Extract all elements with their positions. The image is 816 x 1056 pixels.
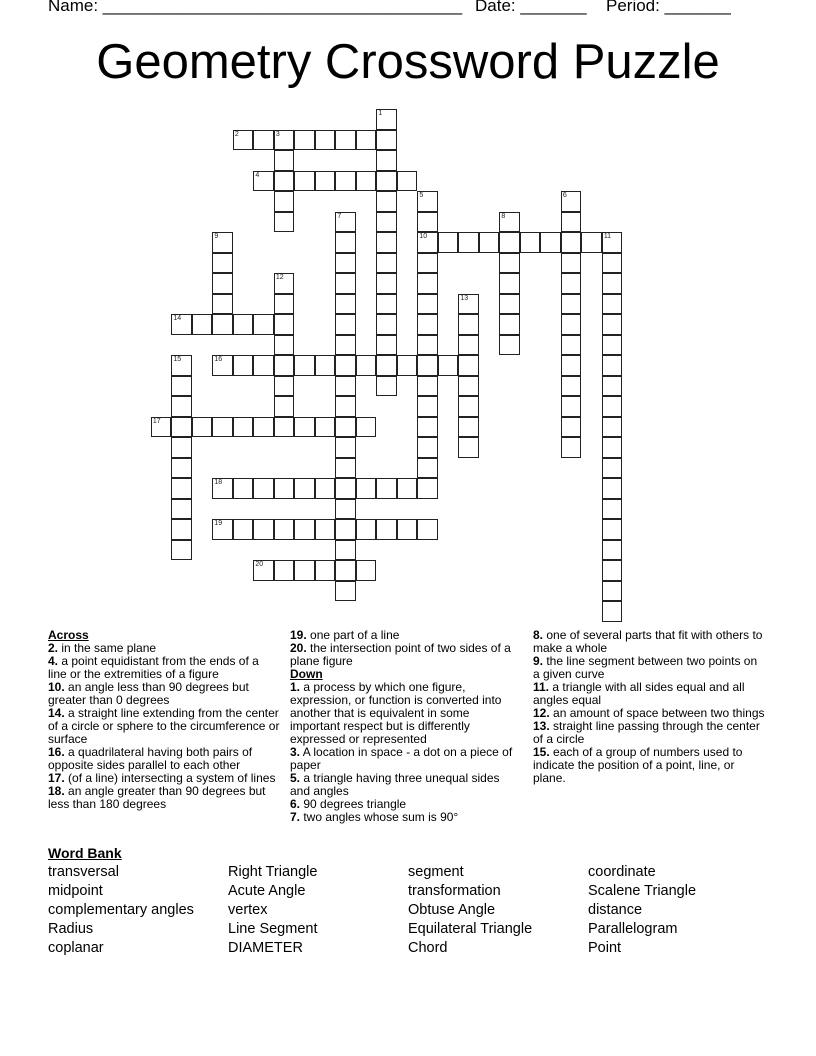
crossword-cell[interactable] <box>376 171 397 192</box>
crossword-cell[interactable] <box>602 499 623 520</box>
crossword-cell[interactable] <box>356 560 377 581</box>
crossword-cell[interactable] <box>356 417 377 438</box>
crossword-cell[interactable] <box>274 130 295 151</box>
crossword-cell[interactable] <box>253 560 274 581</box>
word-bank-item: Scalene Triangle <box>588 883 697 899</box>
crossword-cell[interactable] <box>479 232 500 253</box>
clue-number-label: 1 <box>378 110 383 118</box>
crossword-cell[interactable] <box>602 355 623 376</box>
crossword-cell[interactable] <box>274 171 295 192</box>
clue-number-label: 11 <box>603 233 612 241</box>
crossword-cell[interactable] <box>315 519 336 540</box>
crossword-cell[interactable] <box>212 253 233 274</box>
crossword-cell[interactable] <box>376 314 397 335</box>
crossword-cell[interactable] <box>335 232 356 253</box>
crossword-cell[interactable] <box>335 581 356 602</box>
crossword-cell[interactable] <box>274 212 295 233</box>
crossword-cell[interactable] <box>315 171 336 192</box>
crossword-cell[interactable] <box>233 417 254 438</box>
crossword-cell[interactable] <box>458 376 479 397</box>
crossword-cell[interactable] <box>561 396 582 417</box>
crossword-cell[interactable] <box>376 519 397 540</box>
crossword-cell[interactable] <box>417 191 438 212</box>
crossword-cell[interactable] <box>335 314 356 335</box>
crossword-cell[interactable] <box>417 519 438 540</box>
clue-text: straight line passing through the center of a circle <box>533 719 760 746</box>
clue-text: the intersection point of two sides of a plane figure <box>290 641 511 668</box>
word-bank-column <box>228 863 317 958</box>
crossword-cell[interactable] <box>315 130 336 151</box>
crossword-cell[interactable] <box>274 560 295 581</box>
crossword-cell[interactable] <box>274 314 295 335</box>
down-clue <box>533 746 765 785</box>
clue-number-label: 12 <box>275 274 284 282</box>
clue-text: an angle less than 90 degrees but greater than 0 degrees <box>48 680 249 707</box>
crossword-cell[interactable] <box>602 232 623 253</box>
clue-number-label: 16 <box>214 356 223 364</box>
crossword-cell[interactable] <box>602 540 623 561</box>
crossword-cell[interactable] <box>458 314 479 335</box>
crossword-cell[interactable] <box>315 417 336 438</box>
crossword-cell[interactable] <box>212 232 233 253</box>
crossword-cell[interactable] <box>520 232 541 253</box>
crossword-cell[interactable] <box>151 417 172 438</box>
across-clue <box>290 642 522 668</box>
crossword-cell[interactable] <box>499 232 520 253</box>
crossword-cell[interactable] <box>458 355 479 376</box>
crossword-cell[interactable] <box>602 560 623 581</box>
crossword-cell[interactable] <box>602 417 623 438</box>
crossword-cell[interactable] <box>417 376 438 397</box>
crossword-cell[interactable] <box>212 478 233 499</box>
crossword-cell[interactable] <box>458 417 479 438</box>
crossword-cell[interactable] <box>335 437 356 458</box>
clue-number-label: 3 <box>275 130 280 138</box>
crossword-cell[interactable] <box>171 478 192 499</box>
word-bank-item: transversal <box>48 864 119 880</box>
crossword-cell[interactable] <box>212 355 233 376</box>
crossword-cell[interactable] <box>315 560 336 581</box>
across-clue <box>48 707 280 746</box>
crossword-cell[interactable] <box>253 478 274 499</box>
crossword-cell[interactable] <box>417 212 438 233</box>
clue-number: 20. <box>290 641 307 655</box>
clue-text: one part of a line <box>306 628 400 642</box>
crossword-cell[interactable] <box>499 335 520 356</box>
clue-text: a straight line extending from the center of a circle or sphere to the circumference or surface <box>48 706 280 746</box>
crossword-cell[interactable] <box>417 478 438 499</box>
clue-number: 5. <box>290 771 301 785</box>
clue-number: 1. <box>290 680 301 694</box>
crossword-cell[interactable] <box>602 581 623 602</box>
crossword-cell[interactable] <box>540 232 561 253</box>
crossword-cell[interactable] <box>212 519 233 540</box>
crossword-cell[interactable] <box>274 478 295 499</box>
crossword-cell[interactable] <box>499 314 520 335</box>
crossword-cell[interactable] <box>335 253 356 274</box>
across-heading: Across <box>48 628 89 642</box>
crossword-cell[interactable] <box>602 601 623 622</box>
word-bank-item: distance <box>588 902 643 918</box>
clue-number: 10. <box>48 680 65 694</box>
crossword-cell[interactable] <box>397 478 418 499</box>
crossword-cell[interactable] <box>315 478 336 499</box>
clue-text: a point equidistant from the ends of a line or the extremities of a figure <box>48 654 259 681</box>
clue-text: a triangle having three unequal sides and angles <box>290 771 500 798</box>
clue-number: 8. <box>533 628 544 642</box>
crossword-cell[interactable] <box>499 253 520 274</box>
crossword-cell[interactable] <box>376 335 397 356</box>
clue-number-label: 18 <box>214 479 223 487</box>
clue-column-1 <box>48 629 280 811</box>
crossword-cell[interactable] <box>602 273 623 294</box>
crossword-cell[interactable] <box>602 314 623 335</box>
crossword-cell[interactable] <box>335 171 356 192</box>
clue-number: 6. <box>290 797 301 811</box>
word-bank-item: coordinate <box>588 864 656 880</box>
crossword-cell[interactable] <box>335 560 356 581</box>
down-clue <box>290 772 522 798</box>
word-bank-item: complementary angles <box>48 902 194 918</box>
clue-number: 7. <box>290 810 301 824</box>
down-heading: Down <box>290 667 323 681</box>
clue-number-label: 9 <box>214 233 219 241</box>
crossword-cell[interactable] <box>274 150 295 171</box>
clue-column-3 <box>533 629 765 785</box>
clue-number: 2. <box>48 641 59 655</box>
crossword-cell[interactable] <box>233 355 254 376</box>
word-bank-item: Acute Angle <box>228 883 306 899</box>
crossword-cell[interactable] <box>335 478 356 499</box>
clue-number: 9. <box>533 654 544 668</box>
crossword-cell[interactable] <box>602 335 623 356</box>
crossword-cell[interactable] <box>561 273 582 294</box>
crossword-cell[interactable] <box>335 212 356 233</box>
across-clue <box>48 681 280 707</box>
crossword-cell[interactable] <box>356 478 377 499</box>
crossword-cell[interactable] <box>376 253 397 274</box>
clue-number: 3. <box>290 745 301 759</box>
clue-text: an angle greater than 90 degrees but less than 180 degrees <box>48 784 266 811</box>
crossword-cell[interactable] <box>417 437 438 458</box>
word-bank-item: Radius <box>48 921 94 937</box>
period-field[interactable]: Period: _______ <box>606 0 731 15</box>
date-field[interactable]: Date: _______ <box>475 0 587 15</box>
clue-number-label: 7 <box>337 212 342 220</box>
clue-text: (of a line) intersecting a system of lines <box>64 771 276 785</box>
word-bank-item: transformation <box>408 883 501 899</box>
crossword-cell[interactable] <box>335 396 356 417</box>
crossword-cell[interactable] <box>253 355 274 376</box>
crossword-cell[interactable] <box>561 355 582 376</box>
clue-number-label: 14 <box>173 315 182 323</box>
crossword-cell[interactable] <box>417 314 438 335</box>
down-clue <box>290 746 522 772</box>
crossword-cell[interactable] <box>499 273 520 294</box>
clue-number-label: 10 <box>419 233 428 241</box>
clue-text: two angles whose sum is 90° <box>300 810 459 824</box>
clue-number: 13. <box>533 719 550 733</box>
across-clue <box>48 655 280 681</box>
crossword-cell[interactable] <box>233 130 254 151</box>
clue-number: 17. <box>48 771 65 785</box>
crossword-cell[interactable] <box>417 294 438 315</box>
crossword-cell[interactable] <box>376 273 397 294</box>
clue-number: 16. <box>48 745 65 759</box>
crossword-cell[interactable] <box>417 253 438 274</box>
clue-number: 11. <box>533 680 550 694</box>
down-clue <box>533 681 765 707</box>
clue-number-label: 6 <box>562 192 567 200</box>
word-bank-item: Obtuse Angle <box>408 902 496 918</box>
crossword-cell[interactable] <box>335 294 356 315</box>
crossword-cell[interactable] <box>233 478 254 499</box>
crossword-cell[interactable] <box>376 478 397 499</box>
crossword-cell[interactable] <box>171 437 192 458</box>
crossword-cell[interactable] <box>356 171 377 192</box>
crossword-cell[interactable] <box>602 376 623 397</box>
clue-column-2 <box>290 629 522 824</box>
crossword-cell[interactable] <box>356 519 377 540</box>
crossword-cell[interactable] <box>335 130 356 151</box>
word-bank-item: midpoint <box>48 883 103 899</box>
crossword-cell[interactable] <box>602 396 623 417</box>
crossword-cell[interactable] <box>376 150 397 171</box>
crossword-cell[interactable] <box>376 294 397 315</box>
clue-number: 19. <box>290 628 307 642</box>
crossword-cell[interactable] <box>438 232 459 253</box>
crossword-cell[interactable] <box>397 171 418 192</box>
crossword-cell[interactable] <box>212 314 233 335</box>
crossword-cell[interactable] <box>602 253 623 274</box>
down-clue <box>533 629 765 655</box>
crossword-cell[interactable] <box>171 519 192 540</box>
crossword-cell[interactable] <box>417 355 438 376</box>
crossword-cell[interactable] <box>171 376 192 397</box>
crossword-cell[interactable] <box>212 273 233 294</box>
clue-text: a triangle with all sides equal and all angles equal <box>533 680 745 707</box>
clue-number-label: 2 <box>234 130 239 138</box>
crossword-cell[interactable] <box>376 232 397 253</box>
crossword-cell[interactable] <box>274 519 295 540</box>
clue-number-label: 20 <box>255 561 264 569</box>
crossword-cell[interactable] <box>356 130 377 151</box>
crossword-cell[interactable] <box>294 130 315 151</box>
word-bank-column <box>48 863 194 958</box>
crossword-cell[interactable] <box>376 109 397 130</box>
crossword-cell[interactable] <box>253 314 274 335</box>
down-clue <box>533 655 765 681</box>
crossword-cell[interactable] <box>335 540 356 561</box>
clue-text: an amount of space between two things <box>549 706 765 720</box>
crossword-cell[interactable] <box>458 396 479 417</box>
crossword-cell[interactable] <box>581 232 602 253</box>
crossword-cell[interactable] <box>561 335 582 356</box>
crossword-cell[interactable] <box>561 437 582 458</box>
clue-number-label: 19 <box>214 520 223 528</box>
crossword-cell[interactable] <box>561 253 582 274</box>
crossword-cell[interactable] <box>561 191 582 212</box>
crossword-cell[interactable] <box>602 294 623 315</box>
crossword-cell[interactable] <box>458 232 479 253</box>
crossword-cell[interactable] <box>561 294 582 315</box>
clue-text: a quadrilateral having both pairs of opposite sides parallel to each other <box>48 745 253 772</box>
clue-number-label: 8 <box>501 212 506 220</box>
clue-text: 90 degrees triangle <box>300 797 407 811</box>
clue-number-label: 4 <box>255 171 260 179</box>
crossword-cell[interactable] <box>274 335 295 356</box>
name-field[interactable]: Name: ______________________________________ <box>48 0 463 15</box>
crossword-cell[interactable] <box>602 478 623 499</box>
word-bank-heading: Word Bank <box>48 845 122 861</box>
crossword-cell[interactable] <box>417 273 438 294</box>
crossword-cell[interactable] <box>274 191 295 212</box>
word-bank-item: vertex <box>228 902 268 918</box>
crossword-cell[interactable] <box>376 212 397 233</box>
crossword-cell[interactable] <box>253 130 274 151</box>
crossword-cell[interactable] <box>294 519 315 540</box>
crossword-cell[interactable] <box>171 458 192 479</box>
crossword-cell[interactable] <box>212 294 233 315</box>
crossword-cell[interactable] <box>397 355 418 376</box>
crossword-cell[interactable] <box>294 560 315 581</box>
crossword-cell[interactable] <box>335 376 356 397</box>
crossword-cell[interactable] <box>417 335 438 356</box>
word-bank-item: Right Triangle <box>228 864 318 880</box>
crossword-cell[interactable] <box>192 417 213 438</box>
clue-number: 18. <box>48 784 65 798</box>
clue-text: a process by which one figure, expression, or function is converted into another that is equivalent in some important respect but is differently expressed or represented <box>290 680 502 746</box>
clue-number: 15. <box>533 745 550 759</box>
clue-number-label: 5 <box>419 192 424 200</box>
word-bank-item: coplanar <box>48 940 104 956</box>
word-bank-item: Equilateral Triangle <box>408 921 533 937</box>
clue-text: one of several parts that fit with others to make a whole <box>533 628 763 655</box>
crossword-cell[interactable] <box>233 519 254 540</box>
crossword-cell[interactable] <box>315 355 336 376</box>
clue-number-label: 13 <box>460 294 469 302</box>
word-bank-item: Parallelogram <box>588 921 678 937</box>
crossword-cell[interactable] <box>438 355 459 376</box>
clue-number: 12. <box>533 706 550 720</box>
clue-number: 4. <box>48 654 59 668</box>
crossword-cell[interactable] <box>335 335 356 356</box>
crossword-cell[interactable] <box>335 417 356 438</box>
crossword-cell[interactable] <box>171 355 192 376</box>
crossword-cell[interactable] <box>335 458 356 479</box>
crossword-cell[interactable] <box>274 355 295 376</box>
crossword-cell[interactable] <box>294 478 315 499</box>
down-clue <box>290 811 522 824</box>
word-bank-item: Chord <box>408 940 448 956</box>
crossword-cell[interactable] <box>335 519 356 540</box>
crossword-cell[interactable] <box>171 499 192 520</box>
clue-number-label: 17 <box>152 417 161 425</box>
crossword-cell[interactable] <box>499 294 520 315</box>
crossword-cell[interactable] <box>561 376 582 397</box>
crossword-cell[interactable] <box>561 212 582 233</box>
clue-number-label: 15 <box>173 356 182 364</box>
crossword-cell[interactable] <box>376 191 397 212</box>
crossword-cell[interactable] <box>417 232 438 253</box>
crossword-cell[interactable] <box>376 355 397 376</box>
crossword-cell[interactable] <box>274 396 295 417</box>
crossword-cell[interactable] <box>376 376 397 397</box>
crossword-cell[interactable] <box>294 171 315 192</box>
crossword-cell[interactable] <box>212 417 233 438</box>
crossword-cell[interactable] <box>253 417 274 438</box>
crossword-cell[interactable] <box>561 417 582 438</box>
crossword-cell[interactable] <box>171 540 192 561</box>
word-bank-item: segment <box>408 864 464 880</box>
crossword-cell[interactable] <box>335 273 356 294</box>
crossword-cell[interactable] <box>417 417 438 438</box>
crossword-cell[interactable] <box>458 335 479 356</box>
crossword-cell[interactable] <box>376 130 397 151</box>
crossword-cell[interactable] <box>171 396 192 417</box>
page-title: Geometry Crossword Puzzle <box>96 35 720 89</box>
down-clue <box>290 681 522 746</box>
crossword-cell[interactable] <box>602 519 623 540</box>
clue-text: the line segment between two points on a given curve <box>533 654 758 681</box>
word-bank-column <box>588 863 696 958</box>
crossword-cell[interactable] <box>458 294 479 315</box>
crossword-cell[interactable] <box>561 232 582 253</box>
crossword-cell[interactable] <box>192 314 213 335</box>
clue-text: in the same plane <box>58 641 157 655</box>
crossword-cell[interactable] <box>458 437 479 458</box>
crossword-cell[interactable] <box>171 314 192 335</box>
crossword-cell[interactable] <box>233 314 254 335</box>
crossword-cell[interactable] <box>417 458 438 479</box>
word-bank-column <box>408 863 532 958</box>
down-clue <box>533 720 765 746</box>
word-bank-item: Line Segment <box>228 921 318 937</box>
word-bank-item: DIAMETER <box>228 940 303 956</box>
crossword-cell[interactable] <box>602 437 623 458</box>
crossword-cell[interactable] <box>294 355 315 376</box>
crossword-cell[interactable] <box>602 458 623 479</box>
crossword-cell[interactable] <box>335 355 356 376</box>
crossword-cell[interactable] <box>294 417 315 438</box>
crossword-cell[interactable] <box>417 396 438 417</box>
crossword-cell[interactable] <box>274 294 295 315</box>
crossword-cell[interactable] <box>253 519 274 540</box>
crossword-cell[interactable] <box>335 499 356 520</box>
crossword-cell[interactable] <box>274 417 295 438</box>
crossword-cell[interactable] <box>499 212 520 233</box>
crossword-cell[interactable] <box>356 355 377 376</box>
crossword-cell[interactable] <box>171 417 192 438</box>
crossword-cell[interactable] <box>274 376 295 397</box>
word-bank-item: Point <box>588 940 622 956</box>
across-clue <box>48 785 280 811</box>
clue-number: 14. <box>48 706 65 720</box>
crossword-cell[interactable] <box>274 273 295 294</box>
across-clue <box>48 746 280 772</box>
crossword-cell[interactable] <box>561 314 582 335</box>
crossword-cell[interactable] <box>397 519 418 540</box>
clue-text: A location in space - a dot on a piece of paper <box>290 745 513 772</box>
clue-text: each of a group of numbers used to indicate the position of a point, line, or plane. <box>533 745 743 785</box>
crossword-cell[interactable] <box>253 171 274 192</box>
